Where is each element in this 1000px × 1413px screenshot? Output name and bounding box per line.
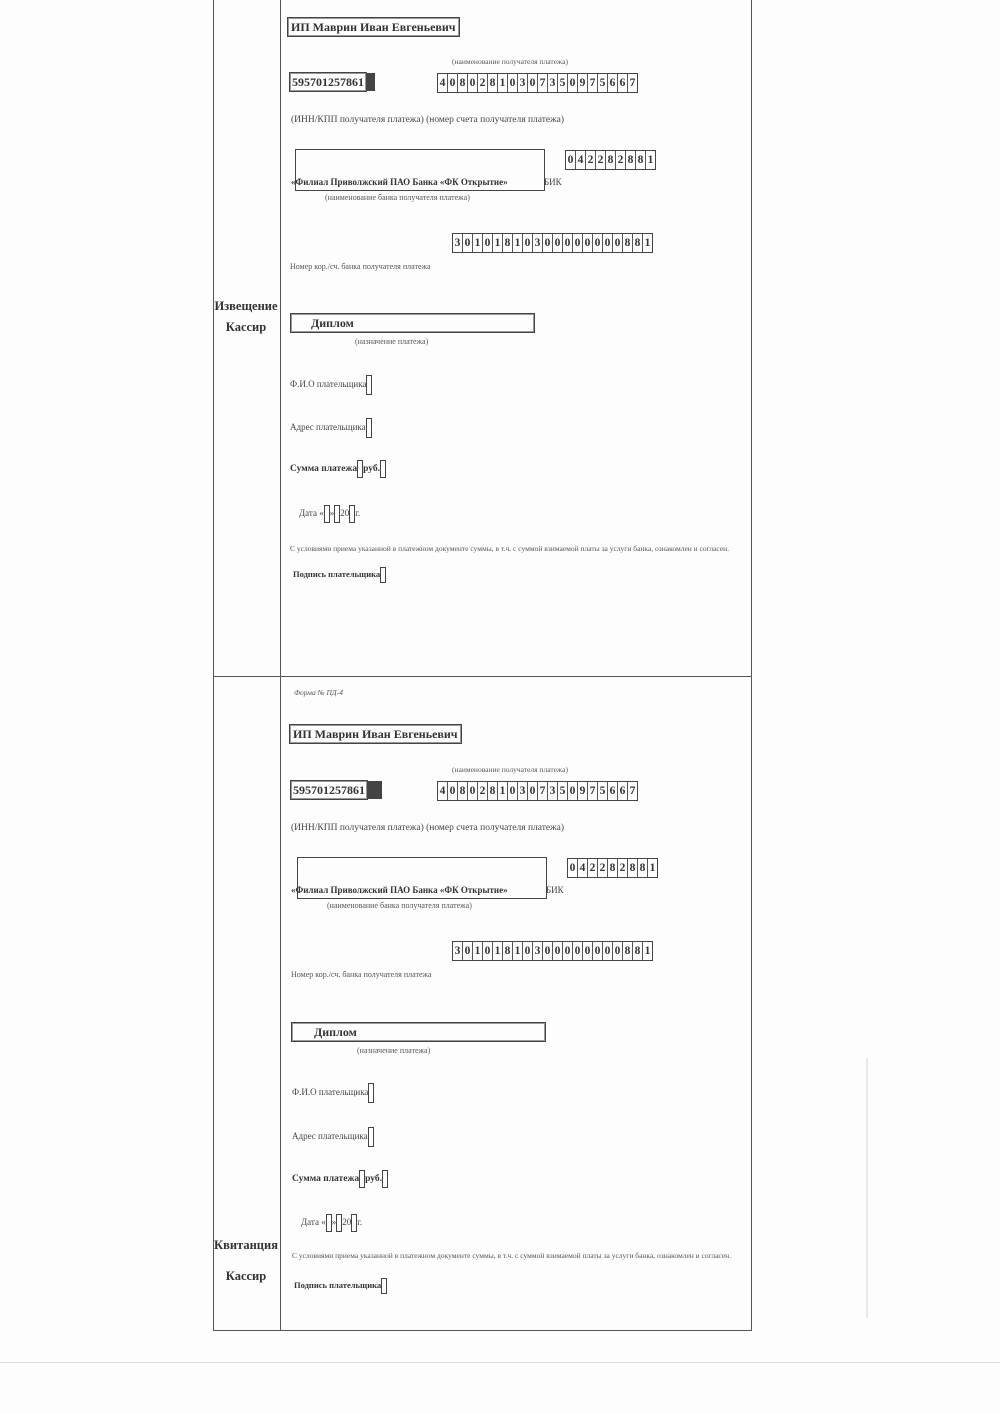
digit-cell: 0 [468, 74, 478, 92]
digit-cell: 0 [613, 942, 623, 960]
rub-label: руб. [365, 1174, 383, 1185]
digit-cell: 0 [483, 942, 493, 960]
payer-address-row [290, 418, 372, 438]
digit-cell: 4 [438, 782, 448, 800]
corr-caption: Номер кор./сч. банка получателя платежа [290, 262, 431, 271]
digit-cell: 1 [498, 74, 508, 92]
digit-cell: 7 [538, 782, 548, 800]
digit-cell: 0 [523, 234, 533, 252]
signature-row [294, 1278, 387, 1294]
digit-cell: 0 [568, 782, 578, 800]
date-sep: » [331, 1217, 337, 1228]
digit-cell: 0 [603, 234, 613, 252]
digit-cell: 8 [503, 942, 513, 960]
digit-cell: 3 [533, 942, 543, 960]
payment-purpose: Диплом [290, 313, 535, 333]
digit-cell: 0 [583, 942, 593, 960]
rub-label: руб. [363, 464, 381, 475]
digit-cell: 8 [633, 234, 643, 252]
payer-name-row [290, 375, 372, 395]
digit-cell: 0 [573, 942, 583, 960]
digit-cell: 0 [553, 234, 563, 252]
digit-cell: 8 [458, 782, 468, 800]
digit-cell: 0 [543, 942, 553, 960]
amount-kop-field[interactable] [380, 460, 386, 478]
digit-cell: 0 [483, 234, 493, 252]
digit-cell: 0 [568, 74, 578, 92]
year-suffix: г. [357, 1217, 363, 1228]
digit-cell: 2 [478, 782, 488, 800]
bank-caption: (наименование банка получателя платежа) [327, 901, 472, 910]
digit-cell: 0 [613, 234, 623, 252]
bik-label: БИК [544, 177, 562, 187]
digit-cell: 5 [558, 74, 568, 92]
digit-cell: 0 [468, 782, 478, 800]
digit-cell: 1 [498, 782, 508, 800]
digit-cell: 2 [616, 151, 626, 169]
digit-cell: 8 [623, 234, 633, 252]
digit-cell: 9 [578, 782, 588, 800]
digit-cell: 1 [644, 237, 651, 249]
digit-cell: 8 [488, 74, 498, 92]
digit-cell: 0 [568, 859, 578, 877]
digit-cell: 0 [508, 74, 518, 92]
payer-address-label: Адрес плательщика [290, 422, 366, 433]
digit-cell: 3 [518, 74, 528, 92]
kpp-box [368, 781, 382, 799]
inn-account-caption: (ИНН/КПП получателя платежа) (номер счета получателя платежа) [291, 115, 565, 125]
digit-cell: 0 [448, 74, 458, 92]
year-label: 20 [342, 1217, 352, 1228]
payer-name-row [292, 1083, 374, 1103]
digit-cell: 6 [608, 74, 618, 92]
scan-edge-line [0, 1362, 1000, 1363]
digit-cell: 8 [488, 782, 498, 800]
digit-cell: 8 [606, 151, 616, 169]
digit-cell: 0 [463, 942, 473, 960]
digit-cell: 7 [538, 74, 548, 92]
amount-row [290, 460, 386, 478]
digit-cell: 8 [628, 859, 638, 877]
digit-cell: 3 [453, 234, 463, 252]
digit-cell: 0 [543, 234, 553, 252]
digit-cell: 1 [493, 234, 503, 252]
payment-purpose: Диплом [291, 1022, 546, 1042]
digit-cell: 3 [548, 74, 558, 92]
digit-cell: 1 [647, 154, 654, 166]
date-sep: » [329, 508, 335, 519]
digit-cell: 0 [566, 151, 576, 169]
inn-value: 595701257861 [290, 780, 368, 800]
form-middle-divider [213, 676, 751, 677]
digit-cell: 0 [463, 234, 473, 252]
digit-cell: 7 [629, 785, 636, 797]
digit-cell: 0 [593, 234, 603, 252]
notice-side-label [212, 299, 280, 335]
date-row [299, 505, 360, 523]
digit-cell: 0 [523, 942, 533, 960]
amount-label: Сумма платежа [292, 1174, 360, 1185]
form-number-label: Форма № ПД-4 [294, 688, 343, 697]
digit-cell: 7 [629, 77, 636, 89]
digit-cell: 6 [608, 782, 618, 800]
digit-cell: 4 [576, 151, 586, 169]
signature-label: Подпись плательщика [293, 568, 381, 579]
digit-cell: 4 [578, 859, 588, 877]
digit-cell: 2 [478, 74, 488, 92]
payer-name-label: Ф.И.О плательщика [292, 1087, 369, 1098]
digit-cell: 8 [623, 942, 633, 960]
payer-name-field[interactable] [368, 1083, 374, 1103]
recipient-caption: (наименование получателя платежа) [452, 765, 568, 774]
digit-cell: 2 [598, 859, 608, 877]
receipt-title: Квитанция [214, 1238, 278, 1252]
notice-title: Извещение [214, 299, 278, 313]
digit-cell: 2 [618, 859, 628, 877]
digit-cell: 2 [588, 859, 598, 877]
year-label: 20 [340, 508, 350, 519]
digit-cell: 2 [586, 151, 596, 169]
bik-cells [567, 858, 658, 878]
digit-cell: 4 [438, 74, 448, 92]
date-row [301, 1214, 362, 1232]
digit-cell: 7 [588, 782, 598, 800]
corr-account-cells [452, 233, 653, 253]
digit-cell: 0 [528, 74, 538, 92]
amount-kop-field[interactable] [382, 1170, 388, 1188]
digit-cell: 6 [618, 782, 628, 800]
inn-account-caption: (ИНН/КПП получателя платежа) (номер счета получателя платежа) [291, 823, 565, 833]
digit-cell: 5 [598, 74, 608, 92]
bank-caption: (наименование банка получателя платежа) [325, 193, 470, 202]
digit-cell: 1 [473, 942, 483, 960]
corr-caption: Номер кор./сч. банка получателя платежа [291, 970, 432, 979]
digit-cell: 0 [553, 942, 563, 960]
purpose-caption: (назначение платежа) [357, 1046, 431, 1055]
kpp-box [367, 73, 375, 91]
digit-cell: 3 [533, 234, 543, 252]
digit-cell: 6 [618, 74, 628, 92]
date-label: Дата « [301, 1217, 326, 1228]
terms-text: С условиями приема указанной в платежном документе суммы, в т.ч. с суммой взимаемой платы за услуги банка, ознакомлен и согласен. [292, 1251, 732, 1260]
recipient-caption: (наименование получателя платежа) [452, 57, 568, 66]
digit-cell: 0 [603, 942, 613, 960]
digit-cell: 8 [458, 74, 468, 92]
recipient-name: ИП Маврин Иван Евгеньевич [289, 724, 462, 744]
digit-cell: 1 [473, 234, 483, 252]
digit-cell: 3 [518, 782, 528, 800]
bank-name: «Филиал Приволжский ПАО Банка «ФК Открытие» [291, 885, 508, 895]
digit-cell: 1 [649, 862, 656, 874]
recipient-name: ИП Маврин Иван Евгеньевич [287, 17, 460, 37]
digit-cell: 8 [626, 151, 636, 169]
receipt-cashier: Кассир [225, 1269, 267, 1283]
notice-cashier: Кассир [225, 320, 267, 334]
digit-cell: 1 [493, 942, 503, 960]
receipt-side-label [212, 1238, 280, 1284]
payer-name-label: Ф.И.О плательщика [290, 379, 367, 390]
account-number-cells [437, 73, 638, 93]
scan-streak [866, 1058, 868, 1318]
inn-value: 595701257861 [289, 72, 367, 92]
terms-text: С условиями приема указанной в платежном документе суммы, в т.ч. с суммой взимаемой платы за услуги банка, ознакомлен и согласен. [290, 544, 730, 553]
digit-cell: 0 [563, 234, 573, 252]
digit-cell: 9 [578, 74, 588, 92]
amount-label: Сумма платежа [290, 464, 358, 475]
digit-cell: 0 [563, 942, 573, 960]
digit-cell: 0 [508, 782, 518, 800]
payer-address-field[interactable] [368, 1127, 374, 1147]
digit-cell: 0 [583, 234, 593, 252]
digit-cell: 5 [558, 782, 568, 800]
signature-row [293, 567, 386, 583]
digit-cell: 3 [548, 782, 558, 800]
digit-cell: 1 [513, 942, 523, 960]
digit-cell: 0 [448, 782, 458, 800]
signature-label: Подпись плательщика [294, 1279, 382, 1290]
form-left-divider [280, 0, 281, 1330]
bik-cells [565, 150, 656, 170]
digit-cell: 1 [513, 234, 523, 252]
payer-name-field[interactable] [366, 375, 372, 395]
signature-field[interactable] [381, 1278, 387, 1294]
digit-cell: 8 [636, 151, 646, 169]
signature-field[interactable] [380, 567, 386, 583]
digit-cell: 8 [633, 942, 643, 960]
amount-row [292, 1170, 388, 1188]
digit-cell: 8 [638, 859, 648, 877]
digit-cell: 8 [608, 859, 618, 877]
date-label: Дата « [299, 508, 324, 519]
digit-cell: 0 [573, 234, 583, 252]
purpose-caption: (назначение платежа) [355, 337, 429, 346]
digit-cell: 7 [588, 74, 598, 92]
year-suffix: г. [355, 508, 361, 519]
account-number-cells [437, 781, 638, 801]
digit-cell: 1 [644, 945, 651, 957]
digit-cell: 2 [596, 151, 606, 169]
digit-cell: 8 [503, 234, 513, 252]
digit-cell: 0 [593, 942, 603, 960]
digit-cell: 5 [598, 782, 608, 800]
digit-cell: 0 [528, 782, 538, 800]
bik-label: БИК [546, 885, 564, 895]
corr-account-cells [452, 941, 653, 961]
digit-cell: 3 [453, 942, 463, 960]
payer-address-field[interactable] [366, 418, 372, 438]
payer-address-row [292, 1127, 374, 1147]
inn-field [289, 72, 375, 92]
bank-name: «Филиал Приволжский ПАО Банка «ФК Открытие» [291, 177, 508, 187]
inn-field [290, 780, 382, 800]
payer-address-label: Адрес плательщика [292, 1131, 368, 1142]
